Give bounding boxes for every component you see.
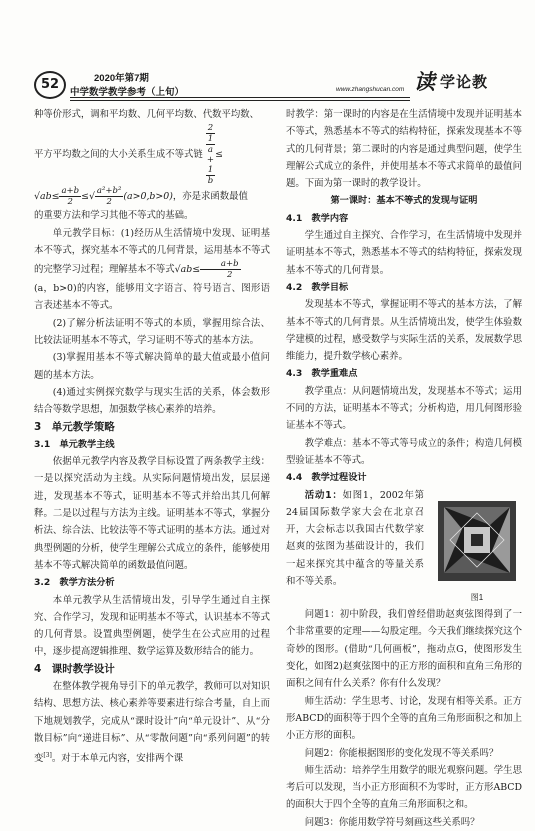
paragraph: 平方平均数之间的大小关系生成不等式链 2 1 a + 1 b ≤ [34, 123, 224, 187]
citation-ref: [3] [43, 752, 52, 760]
paragraph: 师生活动：培养学生用数学的眼光观察问题。学生思考后可以发现，当小正方形面积不为零时，正方形ABCD的面积大于四个全等的直角三角形面积之和。 [286, 764, 522, 811]
issue-label: 2020年第7期 [94, 73, 149, 84]
left-column [34, 106, 270, 768]
journal-url: www.zhangshucan.com [336, 86, 405, 93]
paragraph: 发现基本不等式，掌握证明不等式的基本方法，了解基本不等式的几何背景。从生活情境出发，使学生体验数学建模的过程，感受数学与实际生活的关系，发展数学思维能力，提升数学核心素养。 [286, 299, 522, 363]
paragraph: (a，b>0)的内容，能够用文字语言、符号语言、图形语言表述基本不等式。 [34, 283, 270, 312]
paragraph: 教学重点：从问题情境出发，发现基本不等式；运用不同的方法，证明基本不等式；分析构造，用几何图形验证基本不等式。 [286, 385, 522, 432]
paragraph: 活动1：如图1，2002年第24届国际数学家大会在北京召开，大会标志以我国古代数学家赵爽的弦图为基础设计的，我们一起来探究其中蕴含的等量关系和不等关系。 [286, 489, 424, 588]
page-number: 52 [34, 71, 66, 99]
section-heading: 3 单元教学策略 [34, 420, 115, 433]
header-rule [70, 97, 410, 98]
subsection-heading: 4.2 教学目标 [286, 281, 349, 293]
paragraph: 在整体教学视角导引下的单元教学，教师可以对知识结构、思想方法、核心素养等要素进行综合考量，自上而下地规划教学，完成从“课时设计”向“单元设计”、从“分散目标”向“递进目标”、从“零散问题”向“系列问题”的转变[3]。对于本单元内容，安排两个课 [34, 681, 270, 765]
subsection-heading: 3.2 教学方法分析 [34, 577, 115, 589]
paragraph: 种等价形式，调和平均数、几何平均数、代数平均数、 [34, 109, 260, 120]
figure-caption: 图1 [470, 592, 484, 602]
paragraph: 教学难点：基本不等式等号成立的条件；构造几何模型验证基本不等式。 [286, 437, 522, 466]
paragraph: (4)通过实例探究数学与现实生活的关系，体会数形结合等数学思想，加强数学核心素养的培养。 [34, 386, 270, 416]
paragraph: (2)了解分析法证明不等式的本质，掌握用综合法、比较法证明基本不等式，学习证明不等式的基本方法。 [34, 317, 270, 347]
paragraph: 本单元教学从生活情境出发，引导学生通过自主探究、合作学习，发现和证明基本不等式，认识基本不等式的几何背景。设置典型例题，使学生在公式应用的过程中，逐步提高逻辑推理、数学运算及数形结合的能力。 [34, 594, 270, 658]
header-rule-thin [70, 100, 410, 101]
section-heading: 4 课时教学设计 [34, 662, 115, 675]
paragraph: 时教学：第一课时的内容是在生活情境中发现并证明基本不等式，熟悉基本不等式的结构特征，探索发现基本不等式的几何背景；第二课时的内容是通过典型问题，使学生理解公式成立的条件，并使用基本不等式求简单的最值问题。下面为第一课时的教学设计。 [286, 109, 522, 190]
journal-name: 中学数学教学参考（上旬） [70, 87, 185, 98]
column-logo-char: 读 [414, 70, 435, 94]
formula-fraction: 2 1 a + 1 b [206, 123, 215, 187]
column-logo-text: 学论教 [440, 73, 489, 91]
paragraph: 问题3：你能用数学符号刻画这些关系吗？ [304, 816, 480, 828]
paragraph: 问题1：初中阶段，我们曾经借助赵爽弦图得到了一个非常重要的定理——勾股定理。今天我们继续探究这个奇妙的图形。(借助“几何画板”，拖动点G，使图形发生变化，如图2)赵爽弦图中的正方形的面积和直角三角形的面积之间有什么关系？你有什么发现？ [286, 609, 522, 690]
subsection-heading: 4.1 教学内容 [286, 212, 349, 224]
zhao-shuang-string-figure [438, 501, 516, 581]
formula-line: √ab≤ $\frac{a+b}{2}$ ≤√ $\frac{\text{a²+b²}}{2}$ (a>0,b>0)，亦是求函数最值 [34, 186, 248, 208]
figure-1 [432, 501, 522, 607]
subsection-heading: 3.1 单元教学主线 [34, 438, 115, 450]
paragraph: 依据单元教学内容及教学目标设置了两条教学主线：一是以探究活动为主线。从实际问题情境出发，层层递进，发现基本不等式，证明基本不等式并给出其几何解释。二是以过程与方法为主线。证明基本不等式，掌握分析法、综合法、比较法等不等式证明的基本方法。通过对典型例题的分析，使学生理解公式成立的条件，能够使用基本不等式解决简单的函数最值问题。 [34, 456, 270, 571]
paragraph: 单元教学目标：(1)经历从生活情境中发现、证明基本不等式，探究基本不等式的几何背景，运用基本不等式的完整学习过程；理解基本不等式√ab≤ $\frac{a+b}{2}$ [34, 227, 270, 281]
paragraph: 的重要方法和学习其他不等式的基础。 [34, 210, 194, 222]
lesson-title: 第一课时：基本不等式的发现与证明 [330, 195, 478, 207]
right-column [286, 106, 522, 831]
paragraph: 学生通过自主探究、合作学习，在生活情境中发现并证明基本不等式，熟悉基本不等式的结构特征，探索发现基本不等式的几何背景。 [286, 230, 522, 276]
paragraph: 师生活动：学生思考、讨论，发现有相等关系。正方形ABCD的面积等于四个全等的直角三角形面积之和加上小正方形的面积。 [286, 695, 522, 742]
paragraph: (3)掌握用基本不等式解决简单的最大值或最小值问题的基本方法。 [34, 352, 270, 381]
subsection-heading: 4.3 教学重难点 [286, 368, 358, 380]
subsection-heading: 4.4 教学过程设计 [286, 472, 367, 484]
activity-block [286, 487, 522, 607]
paragraph: 问题2：你能根据图形的变化发现不等关系吗？ [304, 747, 499, 759]
